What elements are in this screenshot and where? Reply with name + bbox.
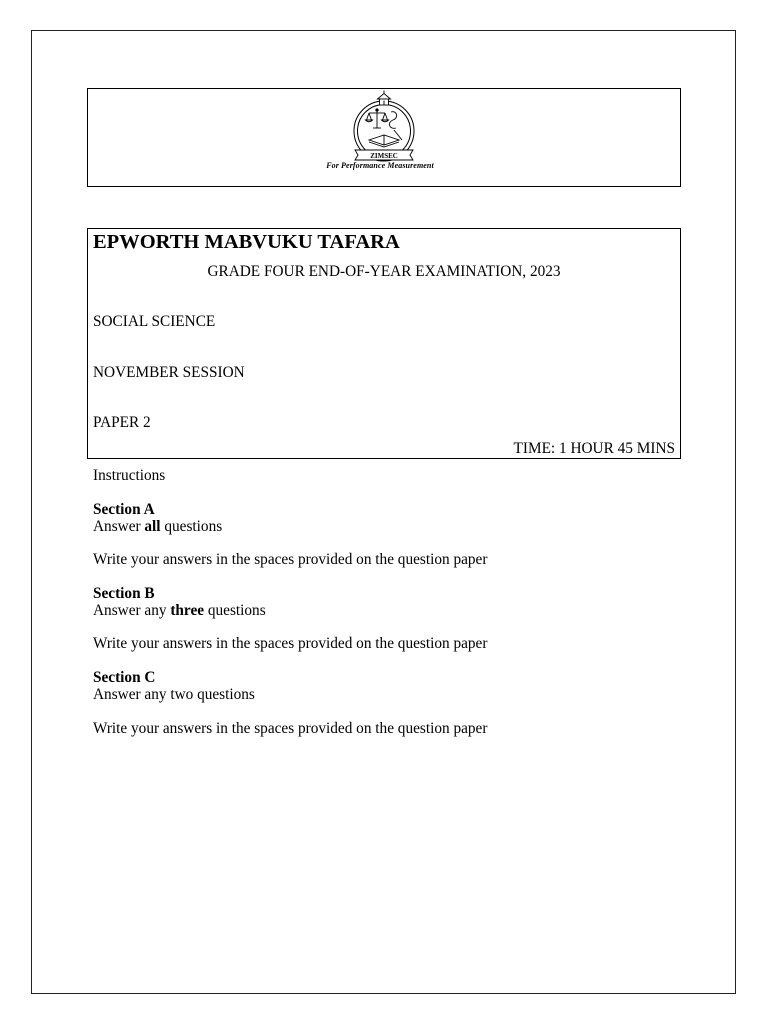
section-b-instructions [93, 585, 693, 653]
instructions-block [93, 467, 693, 753]
section-a-instructions [93, 501, 693, 569]
section-answer-rule [93, 602, 693, 619]
section-title: Section B [93, 584, 155, 602]
zimsec-ribbon-text: ZIMSEC [370, 151, 398, 160]
section-answer-note: Write your answers in the spaces provided on the question paper [93, 635, 488, 653]
book-icon [369, 130, 402, 147]
exam-session: NOVEMBER SESSION [93, 364, 245, 381]
answer-rule-text: Answer any [93, 601, 171, 619]
answer-rule-text: questions [160, 517, 223, 535]
instructions-heading: Instructions [93, 467, 166, 484]
answer-rule-text: questions [204, 601, 266, 619]
logo-box [87, 88, 681, 187]
emblem-ribbon [355, 150, 413, 160]
subject-name: SOCIAL SCIENCE [93, 313, 216, 330]
zimsec-emblem [339, 90, 429, 168]
section-answer-rule: Answer any two questions [93, 685, 255, 703]
section-answer-rule [93, 518, 693, 535]
answer-rule-emphasis: three [170, 601, 205, 619]
house-icon [378, 91, 391, 106]
section-c-instructions [93, 669, 693, 737]
section-title: Section A [93, 500, 155, 518]
section-answer-note: Write your answers in the spaces provided on the question paper [93, 719, 488, 737]
school-title: EPWORTH MABVUKU TAFARA [93, 231, 400, 253]
logo-tagline: For Performance Measurement [326, 161, 434, 170]
scales-icon [366, 109, 397, 129]
paper-number: PAPER 2 [93, 414, 151, 431]
answer-rule-emphasis: all [144, 517, 161, 535]
exam-header-box [87, 228, 681, 459]
section-title: Section C [93, 668, 156, 686]
exam-title: GRADE FOUR END-OF-YEAR EXAMINATION, 2023 [207, 263, 561, 280]
section-answer-note: Write your answers in the spaces provided on the question paper [93, 551, 488, 569]
exam-duration: TIME: 1 HOUR 45 MINS [513, 440, 675, 457]
answer-rule-text: Answer [93, 517, 145, 535]
